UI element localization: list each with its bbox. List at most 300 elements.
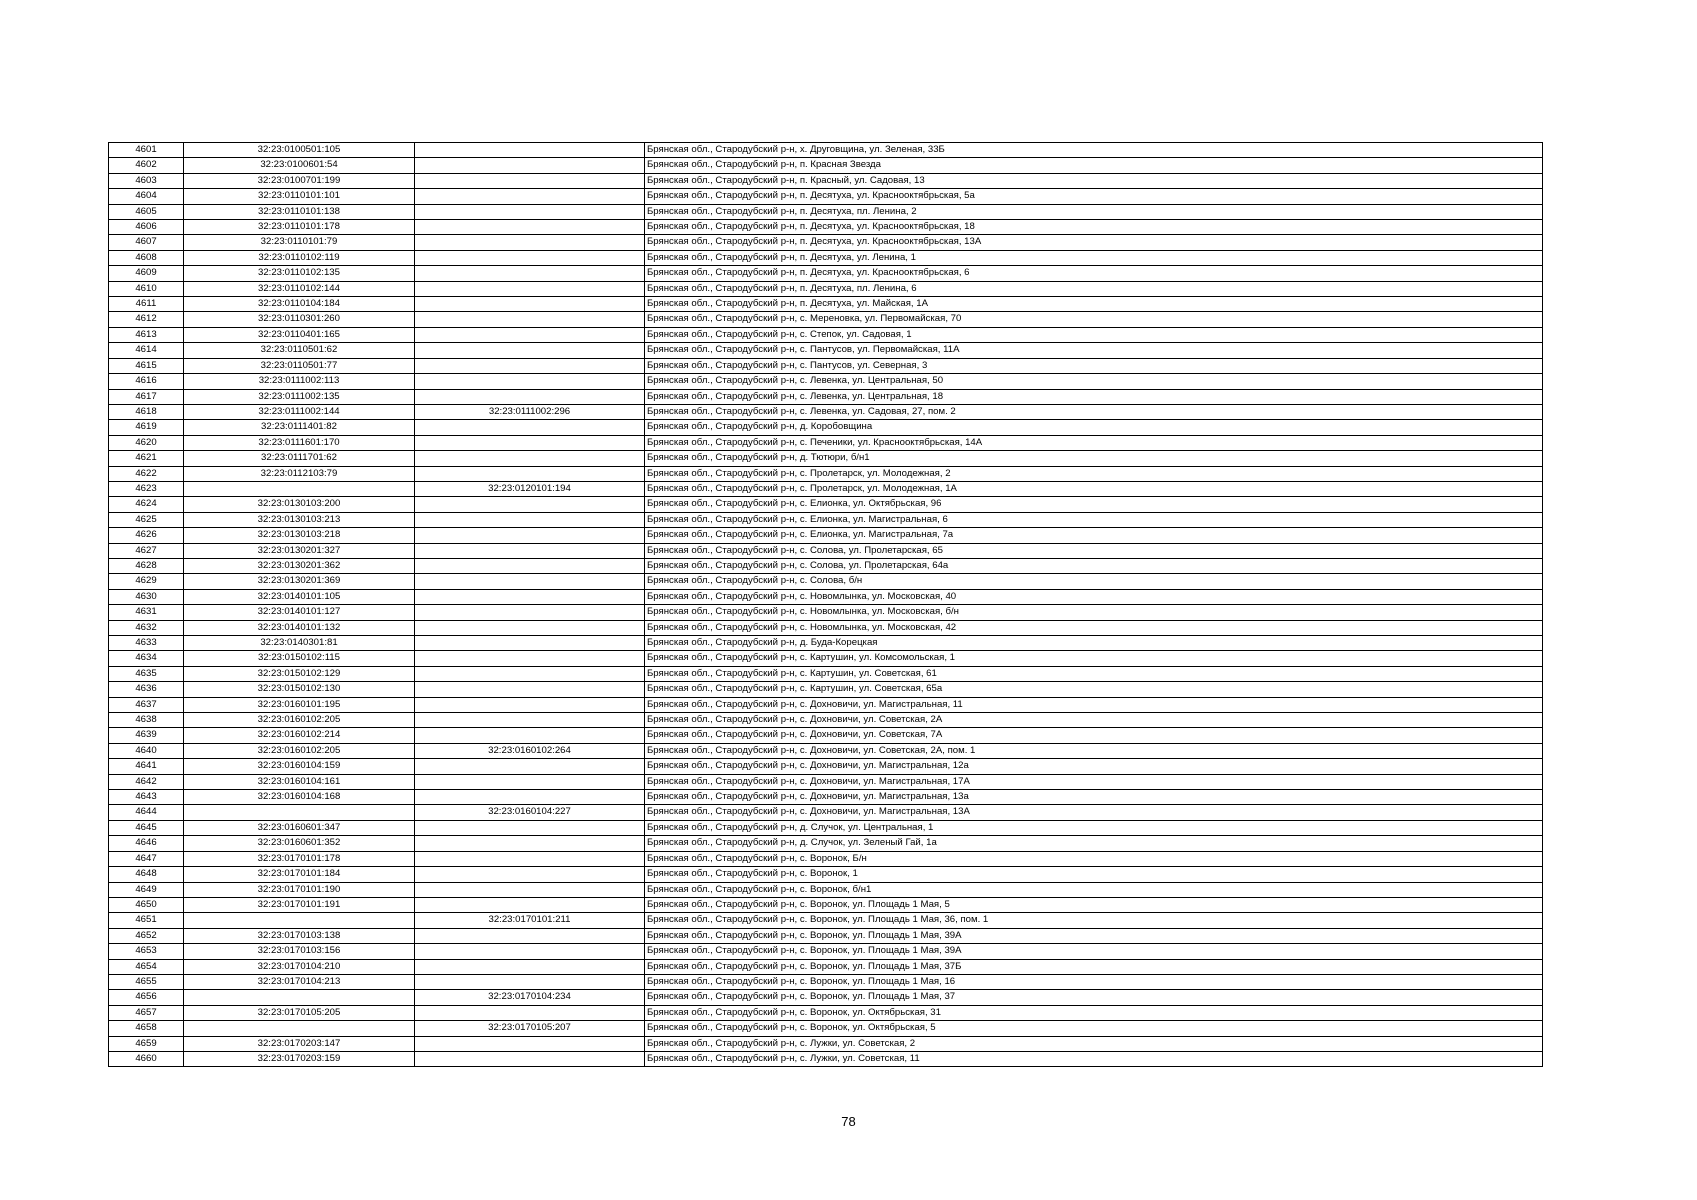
table-row — [109, 389, 1543, 404]
cadastral-number-cell: 32:23:0170103:138 — [184, 928, 415, 943]
cadastral-number-cell: 32:23:0140301:81 — [184, 636, 415, 651]
row-number-cell: 4655 — [109, 974, 184, 989]
row-number-cell: 4605 — [109, 204, 184, 219]
table-row — [109, 220, 1543, 235]
cadastral-number-cell — [184, 481, 415, 496]
row-number-cell: 4613 — [109, 327, 184, 342]
row-number-cell: 4635 — [109, 666, 184, 681]
table-row — [109, 666, 1543, 681]
cadastral-number-cell: 32:23:0110101:101 — [184, 189, 415, 204]
row-number-cell: 4651 — [109, 913, 184, 928]
cadastral-number-cell: 32:23:0110501:77 — [184, 358, 415, 373]
table-row — [109, 882, 1543, 897]
address-cell: Брянская обл., Стародубский р-н, п. Красная Звезда — [645, 158, 1543, 173]
table-row — [109, 805, 1543, 820]
row-number-cell: 4647 — [109, 851, 184, 866]
registry-table-body — [109, 143, 1543, 1067]
row-number-cell: 4616 — [109, 374, 184, 389]
cadastral-number-cell: 32:23:0112103:79 — [184, 466, 415, 481]
row-number-cell: 4631 — [109, 605, 184, 620]
cadastral-number-cell: 32:23:0110101:79 — [184, 235, 415, 250]
address-cell: Брянская обл., Стародубский р-н, с. Воронок, ул. Площадь 1 Мая, 5 — [645, 897, 1543, 912]
address-cell: Брянская обл., Стародубский р-н, с. Дохновичи, ул. Магистральная, 11 — [645, 697, 1543, 712]
row-number-cell: 4641 — [109, 759, 184, 774]
row-number-cell: 4604 — [109, 189, 184, 204]
related-cadastral-number-cell — [415, 297, 645, 312]
related-cadastral-number-cell — [415, 389, 645, 404]
cadastral-number-cell: 32:23:0170101:178 — [184, 851, 415, 866]
table-row — [109, 697, 1543, 712]
address-cell: Брянская обл., Стародубский р-н, с. Воронок, ул. Октябрьская, 5 — [645, 1021, 1543, 1036]
row-number-cell: 4656 — [109, 990, 184, 1005]
row-number-cell: 4637 — [109, 697, 184, 712]
table-row — [109, 1051, 1543, 1066]
row-number-cell: 4659 — [109, 1036, 184, 1051]
address-cell: Брянская обл., Стародубский р-н, с. Новомлынка, ул. Московская, б/н — [645, 605, 1543, 620]
row-number-cell: 4611 — [109, 297, 184, 312]
row-number-cell: 4629 — [109, 574, 184, 589]
table-row — [109, 605, 1543, 620]
address-cell: Брянская обл., Стародубский р-н, с. Воронок, ул. Площадь 1 Мая, 39А — [645, 944, 1543, 959]
related-cadastral-number-cell — [415, 867, 645, 882]
related-cadastral-number-cell — [415, 543, 645, 558]
cadastral-number-cell: 32:23:0100501:105 — [184, 143, 415, 158]
table-row — [109, 682, 1543, 697]
address-cell: Брянская обл., Стародубский р-н, с. Елионка, ул. Магистральная, 7а — [645, 528, 1543, 543]
cadastral-number-cell: 32:23:0111002:113 — [184, 374, 415, 389]
related-cadastral-number-cell — [415, 558, 645, 573]
row-number-cell: 4617 — [109, 389, 184, 404]
related-cadastral-number-cell — [415, 250, 645, 265]
related-cadastral-number-cell — [415, 928, 645, 943]
address-cell: Брянская обл., Стародубский р-н, с. Картушин, ул. Советская, 65а — [645, 682, 1543, 697]
cadastral-number-cell — [184, 990, 415, 1005]
table-row — [109, 851, 1543, 866]
cadastral-number-cell: 32:23:0110104:184 — [184, 297, 415, 312]
cadastral-number-cell: 32:23:0170203:159 — [184, 1051, 415, 1066]
related-cadastral-number-cell — [415, 466, 645, 481]
address-cell: Брянская обл., Стародубский р-н, п. Десятуха, ул. Ленина, 1 — [645, 250, 1543, 265]
address-cell: Брянская обл., Стародубский р-н, с. Дохновичи, ул. Магистральная, 17А — [645, 774, 1543, 789]
table-row — [109, 974, 1543, 989]
cadastral-number-cell: 32:23:0150102:130 — [184, 682, 415, 697]
page-number: 78 — [841, 1114, 856, 1129]
registry-table — [108, 142, 1543, 1067]
cadastral-number-cell: 32:23:0140101:105 — [184, 589, 415, 604]
table-row — [109, 528, 1543, 543]
address-cell: Брянская обл., Стародубский р-н, с. Картушин, ул. Советская, 61 — [645, 666, 1543, 681]
cadastral-number-cell: 32:23:0130201:369 — [184, 574, 415, 589]
table-row — [109, 990, 1543, 1005]
address-cell: Брянская обл., Стародубский р-н, с. Солова, ул. Пролетарская, 64а — [645, 558, 1543, 573]
table-row — [109, 897, 1543, 912]
table-row — [109, 497, 1543, 512]
cadastral-number-cell: 32:23:0130201:327 — [184, 543, 415, 558]
table-row — [109, 558, 1543, 573]
related-cadastral-number-cell: 32:23:0120101:194 — [415, 481, 645, 496]
cadastral-number-cell: 32:23:0140101:132 — [184, 620, 415, 635]
cadastral-number-cell: 32:23:0130103:213 — [184, 512, 415, 527]
address-cell: Брянская обл., Стародубский р-н, д. Случок, ул. Зеленый Гай, 1а — [645, 836, 1543, 851]
row-number-cell: 4632 — [109, 620, 184, 635]
related-cadastral-number-cell — [415, 790, 645, 805]
cadastral-number-cell: 32:23:0160601:347 — [184, 820, 415, 835]
address-cell: Брянская обл., Стародубский р-н, с. Дохновичи, ул. Магистральная, 12а — [645, 759, 1543, 774]
row-number-cell: 4618 — [109, 404, 184, 419]
cadastral-number-cell: 32:23:0160104:168 — [184, 790, 415, 805]
address-cell: Брянская обл., Стародубский р-н, с. Пролетарск, ул. Молодежная, 2 — [645, 466, 1543, 481]
related-cadastral-number-cell — [415, 666, 645, 681]
related-cadastral-number-cell: 32:23:0160104:227 — [415, 805, 645, 820]
table-row — [109, 466, 1543, 481]
row-number-cell: 4606 — [109, 220, 184, 235]
address-cell: Брянская обл., Стародубский р-н, с. Воронок, Б/н — [645, 851, 1543, 866]
address-cell: Брянская обл., Стародубский р-н, с. Левенка, ул. Центральная, 18 — [645, 389, 1543, 404]
row-number-cell: 4657 — [109, 1005, 184, 1020]
row-number-cell: 4609 — [109, 266, 184, 281]
cadastral-number-cell: 32:23:0111401:82 — [184, 420, 415, 435]
row-number-cell: 4628 — [109, 558, 184, 573]
cadastral-number-cell: 32:23:0110102:144 — [184, 281, 415, 296]
related-cadastral-number-cell — [415, 851, 645, 866]
cadastral-number-cell: 32:23:0111701:62 — [184, 451, 415, 466]
table-row — [109, 189, 1543, 204]
cadastral-number-cell: 32:23:0170101:190 — [184, 882, 415, 897]
related-cadastral-number-cell — [415, 512, 645, 527]
row-number-cell: 4626 — [109, 528, 184, 543]
table-row — [109, 636, 1543, 651]
address-cell: Брянская обл., Стародубский р-н, с. Картушин, ул. Комсомольская, 1 — [645, 651, 1543, 666]
row-number-cell: 4640 — [109, 743, 184, 758]
table-row — [109, 820, 1543, 835]
cadastral-number-cell: 32:23:0170103:156 — [184, 944, 415, 959]
address-cell: Брянская обл., Стародубский р-н, с. Печеники, ул. Краснооктябрьская, 14А — [645, 435, 1543, 450]
address-cell: Брянская обл., Стародубский р-н, с. Дохновичи, ул. Магистральная, 13А — [645, 805, 1543, 820]
related-cadastral-number-cell — [415, 1051, 645, 1066]
related-cadastral-number-cell — [415, 143, 645, 158]
related-cadastral-number-cell — [415, 944, 645, 959]
related-cadastral-number-cell — [415, 820, 645, 835]
address-cell: Брянская обл., Стародубский р-н, с. Елионка, ул. Магистральная, 6 — [645, 512, 1543, 527]
address-cell: Брянская обл., Стародубский р-н, с. Воронок, ул. Площадь 1 Мая, 36, пом. 1 — [645, 913, 1543, 928]
related-cadastral-number-cell — [415, 374, 645, 389]
cadastral-number-cell: 32:23:0170104:210 — [184, 959, 415, 974]
related-cadastral-number-cell — [415, 605, 645, 620]
address-cell: Брянская обл., Стародубский р-н, п. Десятуха, пл. Ленина, 2 — [645, 204, 1543, 219]
address-cell: Брянская обл., Стародубский р-н, с. Новомлынка, ул. Московская, 42 — [645, 620, 1543, 635]
related-cadastral-number-cell — [415, 959, 645, 974]
table-row — [109, 173, 1543, 188]
table-row — [109, 867, 1543, 882]
row-number-cell: 4648 — [109, 867, 184, 882]
address-cell: Брянская обл., Стародубский р-н, с. Воронок, б/н1 — [645, 882, 1543, 897]
address-cell: Брянская обл., Стародубский р-н, п. Красный, ул. Садовая, 13 — [645, 173, 1543, 188]
table-row — [109, 759, 1543, 774]
row-number-cell: 4639 — [109, 728, 184, 743]
cadastral-number-cell: 32:23:0160102:205 — [184, 713, 415, 728]
table-row — [109, 512, 1543, 527]
related-cadastral-number-cell — [415, 158, 645, 173]
row-number-cell: 4610 — [109, 281, 184, 296]
table-row — [109, 420, 1543, 435]
cadastral-number-cell: 32:23:0110102:135 — [184, 266, 415, 281]
table-row — [109, 589, 1543, 604]
table-row — [109, 266, 1543, 281]
cadastral-number-cell: 32:23:0110301:260 — [184, 312, 415, 327]
row-number-cell: 4615 — [109, 358, 184, 373]
related-cadastral-number-cell — [415, 281, 645, 296]
address-cell: Брянская обл., Стародубский р-н, с. Пролетарск, ул. Молодежная, 1А — [645, 481, 1543, 496]
related-cadastral-number-cell — [415, 728, 645, 743]
cadastral-number-cell: 32:23:0160104:161 — [184, 774, 415, 789]
address-cell: Брянская обл., Стародубский р-н, с. Степок, ул. Садовая, 1 — [645, 327, 1543, 342]
row-number-cell: 4603 — [109, 173, 184, 188]
table-row — [109, 1036, 1543, 1051]
cadastral-number-cell: 32:23:0100601:54 — [184, 158, 415, 173]
row-number-cell: 4650 — [109, 897, 184, 912]
row-number-cell: 4652 — [109, 928, 184, 943]
address-cell: Брянская обл., Стародубский р-н, д. Коробовщина — [645, 420, 1543, 435]
row-number-cell: 4619 — [109, 420, 184, 435]
address-cell: Брянская обл., Стародубский р-н, с. Новомлынка, ул. Московская, 40 — [645, 589, 1543, 604]
address-cell: Брянская обл., Стародубский р-н, с. Воронок, ул. Октябрьская, 31 — [645, 1005, 1543, 1020]
related-cadastral-number-cell — [415, 420, 645, 435]
related-cadastral-number-cell — [415, 713, 645, 728]
row-number-cell: 4642 — [109, 774, 184, 789]
table-row — [109, 312, 1543, 327]
table-row — [109, 374, 1543, 389]
row-number-cell: 4608 — [109, 250, 184, 265]
table-row — [109, 728, 1543, 743]
related-cadastral-number-cell — [415, 327, 645, 342]
related-cadastral-number-cell — [415, 882, 645, 897]
table-row — [109, 959, 1543, 974]
related-cadastral-number-cell — [415, 1005, 645, 1020]
table-row — [109, 327, 1543, 342]
related-cadastral-number-cell — [415, 204, 645, 219]
address-cell: Брянская обл., Стародубский р-н, с. Воронок, ул. Площадь 1 Мая, 37Б — [645, 959, 1543, 974]
table-row — [109, 543, 1543, 558]
address-cell: Брянская обл., Стародубский р-н, с. Дохновичи, ул. Советская, 7А — [645, 728, 1543, 743]
related-cadastral-number-cell — [415, 528, 645, 543]
related-cadastral-number-cell — [415, 220, 645, 235]
address-cell: Брянская обл., Стародубский р-н, с. Пантусов, ул. Северная, 3 — [645, 358, 1543, 373]
row-number-cell: 4625 — [109, 512, 184, 527]
table-row — [109, 281, 1543, 296]
table-row — [109, 435, 1543, 450]
cadastral-number-cell: 32:23:0110101:138 — [184, 204, 415, 219]
row-number-cell: 4622 — [109, 466, 184, 481]
table-row — [109, 574, 1543, 589]
row-number-cell: 4649 — [109, 882, 184, 897]
related-cadastral-number-cell — [415, 451, 645, 466]
cadastral-number-cell — [184, 913, 415, 928]
address-cell: Брянская обл., Стародубский р-н, с. Воронок, ул. Площадь 1 Мая, 16 — [645, 974, 1543, 989]
address-cell: Брянская обл., Стародубский р-н, с. Воронок, ул. Площадь 1 Мая, 39А — [645, 928, 1543, 943]
row-number-cell: 4658 — [109, 1021, 184, 1036]
table-row — [109, 358, 1543, 373]
cadastral-number-cell: 32:23:0111002:135 — [184, 389, 415, 404]
cadastral-number-cell: 32:23:0130103:218 — [184, 528, 415, 543]
address-cell: Брянская обл., Стародубский р-н, п. Десятуха, ул. Краснооктябрьская, 6 — [645, 266, 1543, 281]
related-cadastral-number-cell — [415, 620, 645, 635]
row-number-cell: 4660 — [109, 1051, 184, 1066]
cadastral-number-cell: 32:23:0170101:184 — [184, 867, 415, 882]
table-row — [109, 836, 1543, 851]
address-cell: Брянская обл., Стародубский р-н, с. Воронок, ул. Площадь 1 Мая, 37 — [645, 990, 1543, 1005]
table-row — [109, 1005, 1543, 1020]
table-row — [109, 143, 1543, 158]
row-number-cell: 4612 — [109, 312, 184, 327]
related-cadastral-number-cell: 32:23:0111002:296 — [415, 404, 645, 419]
related-cadastral-number-cell: 32:23:0170105:207 — [415, 1021, 645, 1036]
cadastral-number-cell: 32:23:0110102:119 — [184, 250, 415, 265]
table-row — [109, 1021, 1543, 1036]
cadastral-number-cell: 32:23:0150102:115 — [184, 651, 415, 666]
cadastral-number-cell: 32:23:0160102:214 — [184, 728, 415, 743]
address-cell: Брянская обл., Стародубский р-н, с. Елионка, ул. Октябрьская, 96 — [645, 497, 1543, 512]
cadastral-number-cell: 32:23:0170104:213 — [184, 974, 415, 989]
address-cell: Брянская обл., Стародубский р-н, с. Левенка, ул. Садовая, 27, пом. 2 — [645, 404, 1543, 419]
row-number-cell: 4602 — [109, 158, 184, 173]
cadastral-number-cell: 32:23:0110401:165 — [184, 327, 415, 342]
row-number-cell: 4627 — [109, 543, 184, 558]
cadastral-number-cell: 32:23:0111002:144 — [184, 404, 415, 419]
row-number-cell: 4630 — [109, 589, 184, 604]
table-row — [109, 451, 1543, 466]
related-cadastral-number-cell — [415, 312, 645, 327]
address-cell: Брянская обл., Стародубский р-н, с. Дохновичи, ул. Магистральная, 13а — [645, 790, 1543, 805]
cadastral-number-cell: 32:23:0160601:352 — [184, 836, 415, 851]
row-number-cell: 4601 — [109, 143, 184, 158]
related-cadastral-number-cell — [415, 974, 645, 989]
cadastral-number-cell: 32:23:0160102:205 — [184, 743, 415, 758]
table-row — [109, 944, 1543, 959]
table-row — [109, 250, 1543, 265]
related-cadastral-number-cell — [415, 574, 645, 589]
address-cell: Брянская обл., Стародубский р-н, д. Буда-Корецкая — [645, 636, 1543, 651]
address-cell: Брянская обл., Стародубский р-н, п. Десятуха, ул. Краснооктябрьская, 18 — [645, 220, 1543, 235]
row-number-cell: 4607 — [109, 235, 184, 250]
row-number-cell: 4654 — [109, 959, 184, 974]
address-cell: Брянская обл., Стародубский р-н, х. Друговщина, ул. Зеленая, 33Б — [645, 143, 1543, 158]
address-cell: Брянская обл., Стародубский р-н, с. Лужки, ул. Советская, 2 — [645, 1036, 1543, 1051]
related-cadastral-number-cell — [415, 435, 645, 450]
row-number-cell: 4621 — [109, 451, 184, 466]
table-row — [109, 204, 1543, 219]
address-cell: Брянская обл., Стародубский р-н, с. Воронок, 1 — [645, 867, 1543, 882]
related-cadastral-number-cell — [415, 358, 645, 373]
address-cell: Брянская обл., Стародубский р-н, п. Десятуха, ул. Майская, 1А — [645, 297, 1543, 312]
related-cadastral-number-cell — [415, 189, 645, 204]
cadastral-number-cell: 32:23:0130201:362 — [184, 558, 415, 573]
related-cadastral-number-cell — [415, 266, 645, 281]
table-row — [109, 404, 1543, 419]
related-cadastral-number-cell — [415, 697, 645, 712]
table-row — [109, 928, 1543, 943]
address-cell: Брянская обл., Стародубский р-н, с. Лужки, ул. Советская, 11 — [645, 1051, 1543, 1066]
related-cadastral-number-cell — [415, 682, 645, 697]
row-number-cell: 4646 — [109, 836, 184, 851]
row-number-cell: 4643 — [109, 790, 184, 805]
row-number-cell: 4633 — [109, 636, 184, 651]
cadastral-number-cell — [184, 1021, 415, 1036]
row-number-cell: 4645 — [109, 820, 184, 835]
table-row — [109, 774, 1543, 789]
cadastral-number-cell: 32:23:0160104:159 — [184, 759, 415, 774]
row-number-cell: 4644 — [109, 805, 184, 820]
related-cadastral-number-cell — [415, 836, 645, 851]
related-cadastral-number-cell — [415, 235, 645, 250]
related-cadastral-number-cell — [415, 651, 645, 666]
address-cell: Брянская обл., Стародубский р-н, д. Случок, ул. Центральная, 1 — [645, 820, 1543, 835]
address-cell: Брянская обл., Стародубский р-н, с. Солова, б/н — [645, 574, 1543, 589]
address-cell: Брянская обл., Стародубский р-н, с. Солова, ул. Пролетарская, 65 — [645, 543, 1543, 558]
related-cadastral-number-cell — [415, 173, 645, 188]
table-row — [109, 713, 1543, 728]
row-number-cell: 4638 — [109, 713, 184, 728]
cadastral-number-cell: 32:23:0140101:127 — [184, 605, 415, 620]
row-number-cell: 4620 — [109, 435, 184, 450]
address-cell: Брянская обл., Стародубский р-н, п. Десятуха, ул. Краснооктябрьская, 5а — [645, 189, 1543, 204]
related-cadastral-number-cell: 32:23:0170104:234 — [415, 990, 645, 1005]
cadastral-number-cell: 32:23:0111601:170 — [184, 435, 415, 450]
row-number-cell: 4653 — [109, 944, 184, 959]
table-row — [109, 651, 1543, 666]
row-number-cell: 4623 — [109, 481, 184, 496]
row-number-cell: 4634 — [109, 651, 184, 666]
related-cadastral-number-cell — [415, 497, 645, 512]
cadastral-number-cell: 32:23:0110101:178 — [184, 220, 415, 235]
table-row — [109, 620, 1543, 635]
table-row — [109, 343, 1543, 358]
row-number-cell: 4636 — [109, 682, 184, 697]
related-cadastral-number-cell — [415, 759, 645, 774]
address-cell: Брянская обл., Стародубский р-н, с. Пантусов, ул. Первомайская, 11А — [645, 343, 1543, 358]
cadastral-number-cell: 32:23:0170105:205 — [184, 1005, 415, 1020]
cadastral-number-cell: 32:23:0100701:199 — [184, 173, 415, 188]
table-row — [109, 158, 1543, 173]
address-cell: Брянская обл., Стародубский р-н, д. Тютюри, б/н1 — [645, 451, 1543, 466]
related-cadastral-number-cell — [415, 774, 645, 789]
related-cadastral-number-cell — [415, 1036, 645, 1051]
related-cadastral-number-cell: 32:23:0160102:264 — [415, 743, 645, 758]
address-cell: Брянская обл., Стародубский р-н, с. Дохновичи, ул. Советская, 2А — [645, 713, 1543, 728]
cadastral-number-cell: 32:23:0110501:62 — [184, 343, 415, 358]
cadastral-number-cell: 32:23:0170203:147 — [184, 1036, 415, 1051]
address-cell: Брянская обл., Стародубский р-н, с. Левенка, ул. Центральная, 50 — [645, 374, 1543, 389]
address-cell: Брянская обл., Стародубский р-н, п. Десятуха, пл. Ленина, 6 — [645, 281, 1543, 296]
related-cadastral-number-cell — [415, 589, 645, 604]
table-row — [109, 913, 1543, 928]
table-row — [109, 743, 1543, 758]
table-row — [109, 235, 1543, 250]
related-cadastral-number-cell: 32:23:0170101:211 — [415, 913, 645, 928]
cadastral-number-cell — [184, 805, 415, 820]
cadastral-number-cell: 32:23:0160101:195 — [184, 697, 415, 712]
table-row — [109, 481, 1543, 496]
related-cadastral-number-cell — [415, 636, 645, 651]
related-cadastral-number-cell — [415, 897, 645, 912]
cadastral-number-cell: 32:23:0170101:191 — [184, 897, 415, 912]
address-cell: Брянская обл., Стародубский р-н, с. Дохновичи, ул. Советская, 2А, пом. 1 — [645, 743, 1543, 758]
row-number-cell: 4624 — [109, 497, 184, 512]
address-cell: Брянская обл., Стародубский р-н, п. Десятуха, ул. Краснооктябрьская, 13А — [645, 235, 1543, 250]
table-row — [109, 790, 1543, 805]
cadastral-number-cell: 32:23:0150102:129 — [184, 666, 415, 681]
table-row — [109, 297, 1543, 312]
related-cadastral-number-cell — [415, 343, 645, 358]
